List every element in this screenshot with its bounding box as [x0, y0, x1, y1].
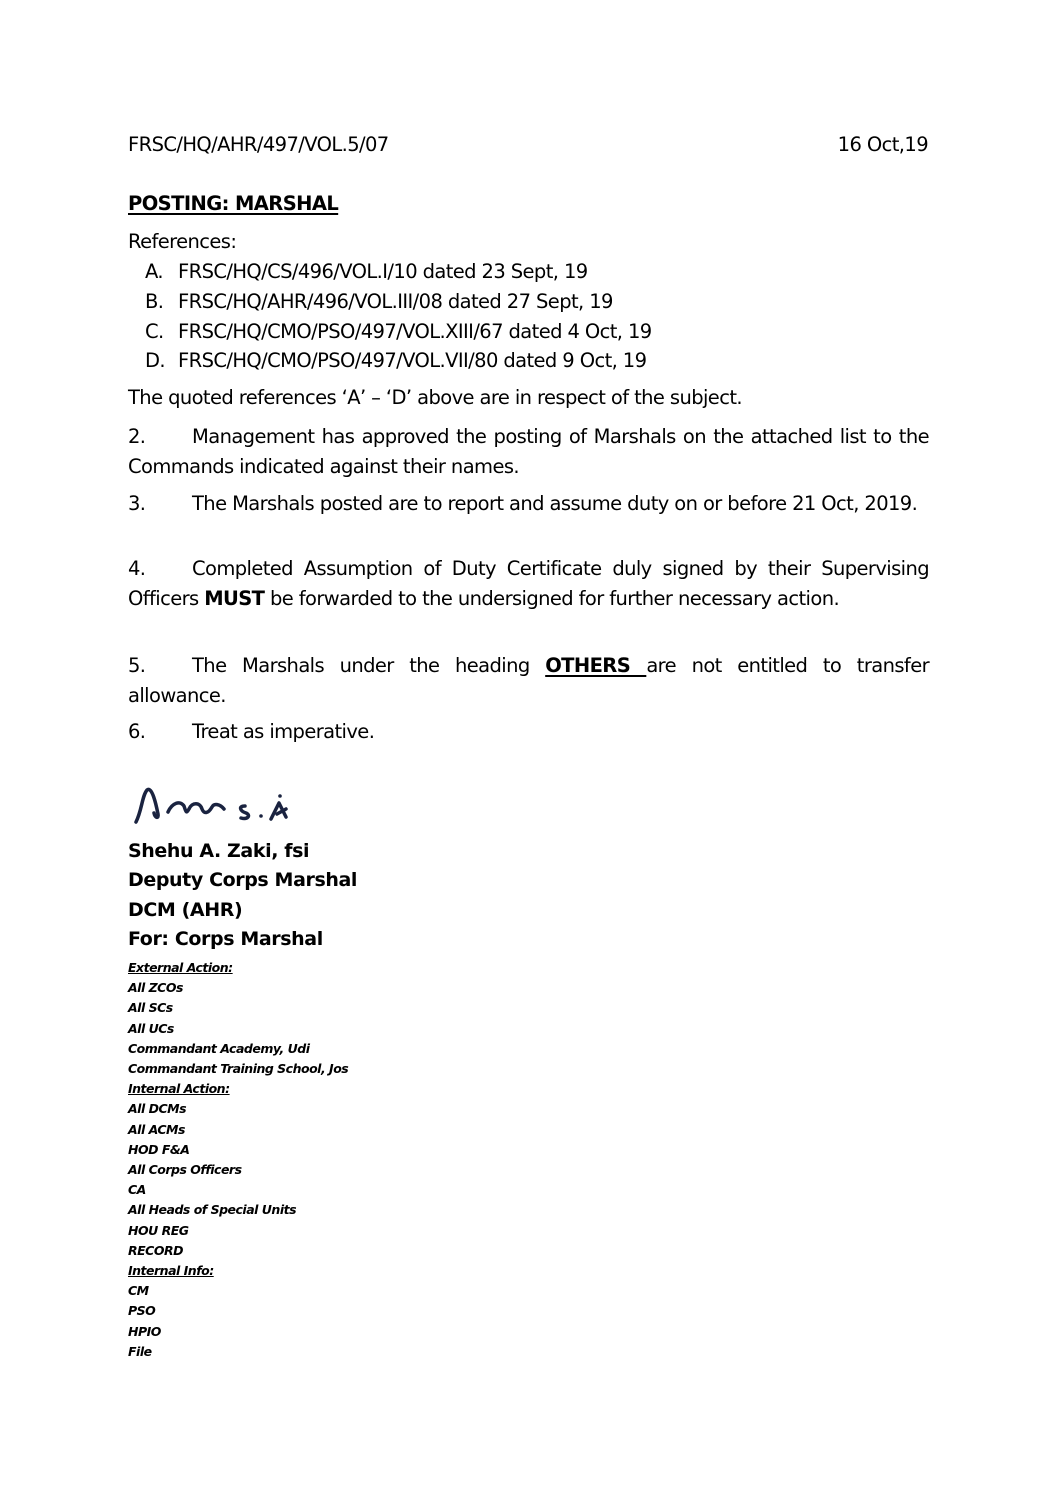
reference-text: FRSC/HQ/CMO/PSO/497/VOL.VII/80 dated 9 Oct, 19	[178, 349, 647, 372]
distribution-list	[128, 958, 348, 1362]
paragraph-text: Treat as imperative.	[192, 720, 375, 743]
distribution-item: All Heads of Special Units	[128, 1202, 297, 1218]
paragraph-number: 2.	[128, 425, 146, 448]
reference-letter: B.	[145, 290, 164, 313]
distribution-item: CA	[128, 1182, 146, 1198]
internal-info-heading: Internal Info:	[128, 1263, 214, 1279]
paragraph-number: 4.	[128, 557, 146, 580]
distribution-item: RECORD	[128, 1242, 183, 1258]
reference-item	[145, 290, 613, 313]
paragraph-4	[128, 554, 929, 614]
document-date: 16 Oct,19	[837, 133, 928, 156]
paragraph-2	[128, 422, 929, 482]
distribution-item: File	[128, 1343, 152, 1359]
paragraph-text: The quoted references ‘A’ – ‘D’ above are in respect of the subject.	[128, 386, 742, 409]
paragraph-number: 5.	[128, 654, 146, 677]
distribution-item: Commandant Academy, Udi	[128, 1040, 310, 1056]
distribution-item: All ACMs	[128, 1121, 185, 1137]
distribution-item: HOU REG	[128, 1222, 189, 1238]
distribution-item: PSO	[128, 1303, 156, 1319]
reference-letter: D.	[145, 349, 166, 372]
signer-office: DCM (AHR)	[128, 899, 243, 921]
reference-letter: C.	[145, 320, 164, 343]
reference-item	[145, 260, 588, 283]
distribution-item: HOD F&A	[128, 1141, 190, 1157]
paragraph-1	[128, 383, 929, 413]
reference-letter: A.	[145, 260, 163, 283]
distribution-item: All Corps Officers	[128, 1162, 242, 1178]
signer-name: Shehu A. Zaki, fsi	[128, 840, 310, 862]
distribution-item: All SCs	[128, 1000, 173, 1016]
reference-text: FRSC/HQ/CS/496/VOL.I/10 dated 23 Sept, 19	[178, 260, 588, 283]
distribution-item: HPIO	[128, 1323, 161, 1339]
signer-for-line: For: Corps Marshal	[128, 928, 323, 950]
paragraph-text: The Marshals under the heading	[192, 654, 546, 677]
paragraph-6	[128, 717, 929, 747]
handwritten-signature-icon	[128, 778, 368, 828]
distribution-item: CM	[128, 1283, 149, 1299]
paragraph-number: 3.	[128, 492, 146, 515]
emphasis-others: OTHERS	[545, 654, 647, 677]
distribution-item: All DCMs	[128, 1101, 187, 1117]
paragraph-number: 6.	[128, 720, 146, 743]
distribution-item: All UCs	[128, 1020, 174, 1036]
external-action-heading: External Action:	[128, 960, 233, 975]
reference-item	[145, 349, 646, 372]
emphasis-must: MUST	[204, 587, 265, 610]
paragraph-text: Completed Assumption of Duty Certificate duly signed by their Supervising Officers	[128, 557, 929, 610]
paragraph-text: The Marshals posted are to report and assume duty on or before 21 Oct, 2019.	[192, 492, 918, 515]
reference-text: FRSC/HQ/CMO/PSO/497/VOL.XIII/67 dated 4 Oct, 19	[178, 320, 652, 343]
references-label: References:	[128, 230, 237, 253]
paragraph-5	[128, 651, 929, 711]
signer-rank: Deputy Corps Marshal	[128, 869, 358, 891]
distribution-item: All ZCOs	[128, 980, 183, 996]
reference-text: FRSC/HQ/AHR/496/VOL.III/08 dated 27 Sept, 19	[178, 290, 613, 313]
subject-heading: POSTING: MARSHAL	[128, 192, 339, 215]
paragraph-text: are not entitled to transfer allowance.	[128, 654, 930, 707]
distribution-item: Commandant Training School, Jos	[128, 1061, 349, 1077]
paragraph-3	[128, 489, 929, 519]
paragraph-text: be forwarded to the undersigned for further necessary action.	[264, 587, 840, 610]
paragraph-text: Management has approved the posting of Marshals on the attached list to the Commands indicated against their names.	[128, 425, 929, 478]
reference-item	[145, 320, 652, 343]
internal-action-heading: Internal Action:	[128, 1081, 230, 1097]
reference-number: FRSC/HQ/AHR/497/VOL.5/07	[128, 133, 389, 156]
